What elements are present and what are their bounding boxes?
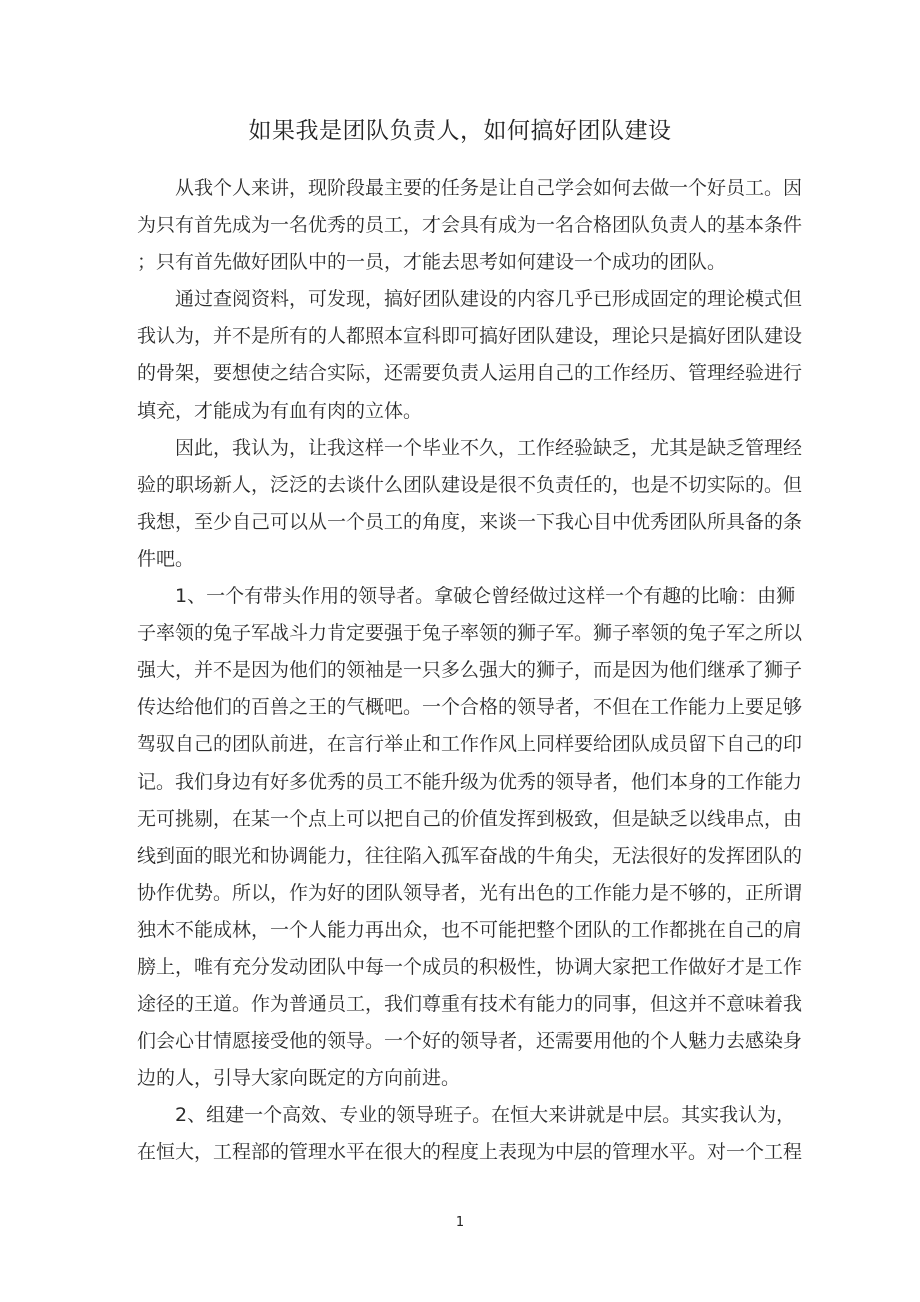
text-line: 我认为，并不是所有的人都照本宣科即可搞好团队建设，理论只是搞好团队建设 (137, 325, 803, 348)
text-line: 边的人，引导大家向既定的方向前进。 (137, 1067, 461, 1090)
text-line: 膀上，唯有充分发动团队中每一个成员的积极性，协调大家把工作做好才是工作 (137, 955, 803, 978)
text-line: 件吧。 (137, 547, 195, 570)
text-line: 的骨架，要想使之结合实际，还需要负责人运用自己的工作经历、管理经验进行 (137, 362, 803, 385)
text-line: 从我个人来讲，现阶段最主要的任务是让自己学会如何去做一个好员工。因 (175, 177, 803, 199)
text-line: 子率领的兔子军战斗力肯定要强于兔子率领的狮子军。狮子率领的兔子军之所以 (137, 622, 803, 645)
paragraph (137, 281, 803, 429)
paragraph (137, 1097, 803, 1171)
text-line: 途径的王道。作为普通员工，我们尊重有技术有能力的同事，但这并不意味着我 (137, 993, 803, 1016)
page-number: 1 (455, 1215, 465, 1230)
paragraph (137, 170, 803, 281)
document-title: 如果我是团队负责人，如何搞好团队建设 (248, 118, 672, 144)
text-line: 记。我们身边有好多优秀的员工不能升级为优秀的领导者，他们本身的工作能力 (137, 770, 803, 793)
text-line: 传达给他们的百兽之王的气概吧。一个合格的领导者，不但在工作能力上要足够 (137, 696, 803, 719)
text-line: 线到面的眼光和协调能力，往往陷入孤军奋战的牛角尖，无法很好的发挥团队的 (137, 844, 803, 867)
text-line: 验的职场新人，泛泛的去谈什么团队建设是很不负责任的，也是不切实际的。但 (137, 473, 803, 496)
text-line: 2、组建一个高效、专业的领导班子。在恒大来讲就是中层。其实我认为， (175, 1104, 796, 1127)
text-line: 无可挑剔，在某一个点上可以把自己的价值发挥到极致，但是缺乏以线串点，由 (137, 807, 803, 830)
text-line: 驾驭自己的团队前进，在言行举止和工作作风上同样要给团队成员留下自己的印 (137, 733, 803, 756)
text-line: 为只有首先成为一名优秀的员工，才会具有成为一名合格团队负责人的基本条件 (137, 214, 803, 237)
text-line: 我想，至少自己可以从一个员工的角度，来谈一下我心目中优秀团队所具备的条 (137, 510, 803, 533)
text-line: 协作优势。所以，作为好的团队领导者，光有出色的工作能力是不够的，正所谓 (137, 881, 803, 904)
text-line: 通过查阅资料，可发现，搞好团队建设的内容几乎已形成固定的理论模式但 (175, 288, 803, 311)
text-line: 因此，我认为，让我这样一个毕业不久，工作经验缺乏，尤其是缺乏管理经 (175, 436, 803, 459)
text-line: 1、一个有带头作用的领导者。拿破仑曾经做过这样一个有趣的比喻：由狮 (175, 585, 796, 608)
text-line: 在恒大，工程部的管理水平在很大的程度上表现为中层的管理水平。对一个工程 (137, 1141, 803, 1164)
document-body (137, 170, 803, 1172)
text-line: 填充，才能成为有血有肉的立体。 (137, 399, 423, 422)
text-line: 们会心甘情愿接受他的领导。一个好的领导者，还需要用他的个人魅力去感染身 (137, 1030, 803, 1053)
paragraph (137, 578, 803, 1097)
text-line: 强大，并不是因为他们的领袖是一只多么强大的狮子，而是因为他们继承了狮子 (137, 659, 803, 682)
text-line: ；只有首先做好团队中的一员，才能去思考如何建设一个成功的团队。 (137, 251, 727, 274)
text-line: 独木不能成林，一个人能力再出众，也不可能把整个团队的工作都挑在自己的肩 (137, 918, 803, 941)
paragraph (137, 430, 803, 578)
